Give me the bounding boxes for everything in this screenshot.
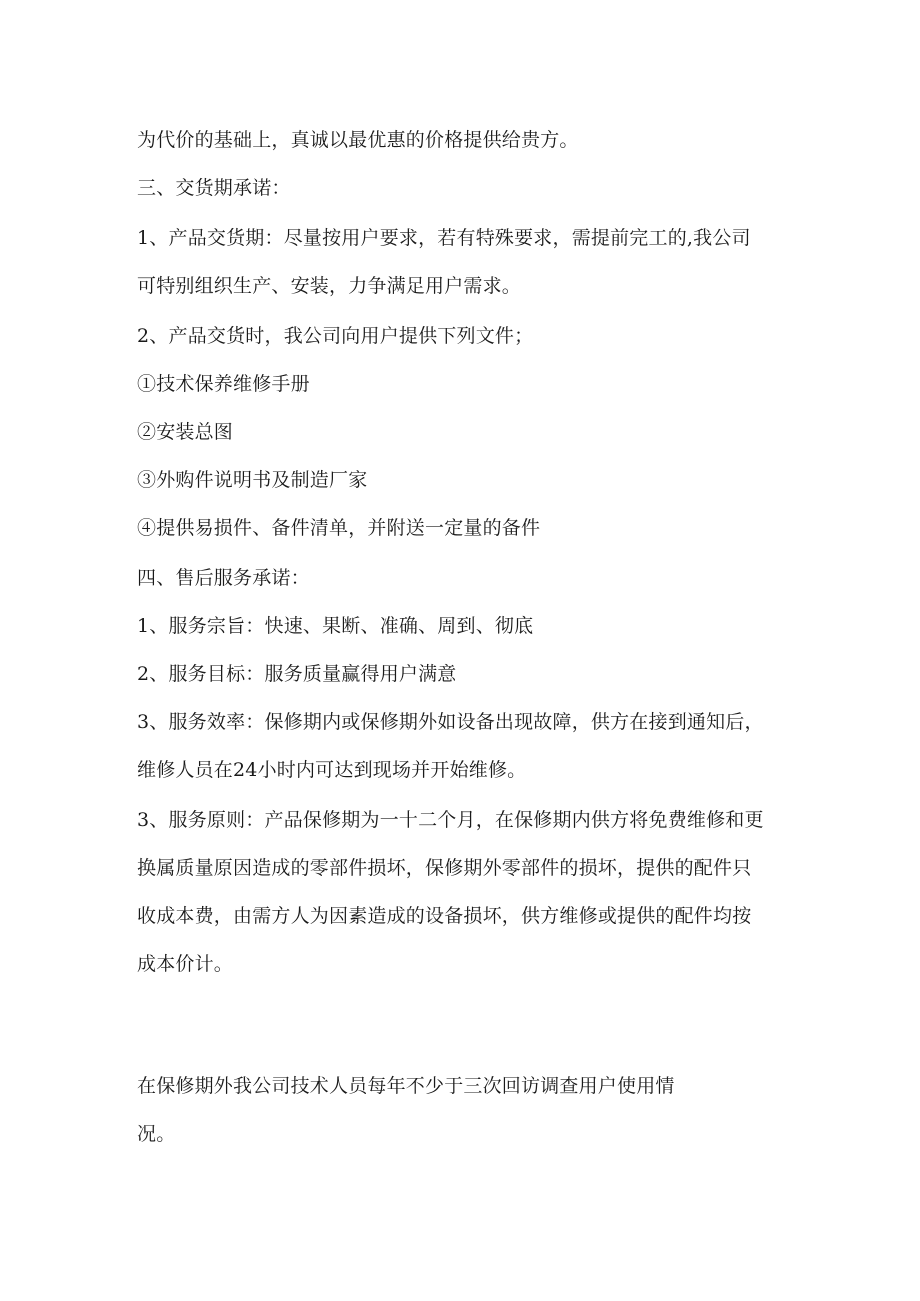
- list-item-3: ③外购件说明书及制造厂家: [137, 469, 368, 491]
- text-line-5: 2、产品交货时，我公司向用户提供下列文件；: [137, 325, 534, 347]
- text-line-4: 可特别组织生产、安装，力争满足用户需求。: [137, 275, 522, 297]
- text-line-19: 在保修期外我公司技术人员每年不少于三次回访调查用户使用情: [137, 1075, 675, 1097]
- text-line-13: 3、服务效率：保修期内或保修期外如设备出现故障，供方在接到通知后，: [137, 711, 764, 733]
- list-item-4: ④提供易损件、备件清单，并附送一定量的备件: [137, 517, 541, 539]
- text-line-14: 维修人员在24小时内可达到现场并开始维修。: [137, 759, 527, 781]
- text-line-20: 况。: [137, 1123, 176, 1145]
- section-heading-service: 四、售后服务承诺：: [137, 567, 310, 589]
- text-line-12: 2、服务目标：服务质量赢得用户满意: [137, 663, 457, 685]
- text-line-11: 1、服务宗旨：快速、果断、准确、周到、彻底: [137, 615, 534, 637]
- text-line-18: 成本价计。: [137, 953, 234, 975]
- list-item-1: ①技术保养维修手册: [137, 373, 310, 395]
- text-line-16: 换属质量原因造成的零部件损坏，保修期外零部件的损坏，提供的配件只: [137, 857, 752, 879]
- text-line-1: 为代价的基础上，真诚以最优惠的价格提供给贵方。: [137, 129, 579, 151]
- section-heading-delivery: 三、交货期承诺：: [137, 177, 291, 199]
- text-line-15: 3、服务原则：产品保修期为一十二个月，在保修期内供方将免费维修和更: [137, 809, 764, 831]
- text-line-3: 1、产品交货期：尽量按用户要求，若有特殊要求，需提前完工的,我公司: [137, 227, 751, 249]
- text-line-17: 收成本费，由需方人为因素造成的设备损坏，供方维修或提供的配件均按: [137, 905, 752, 927]
- list-item-2: ②安装总图: [137, 421, 234, 443]
